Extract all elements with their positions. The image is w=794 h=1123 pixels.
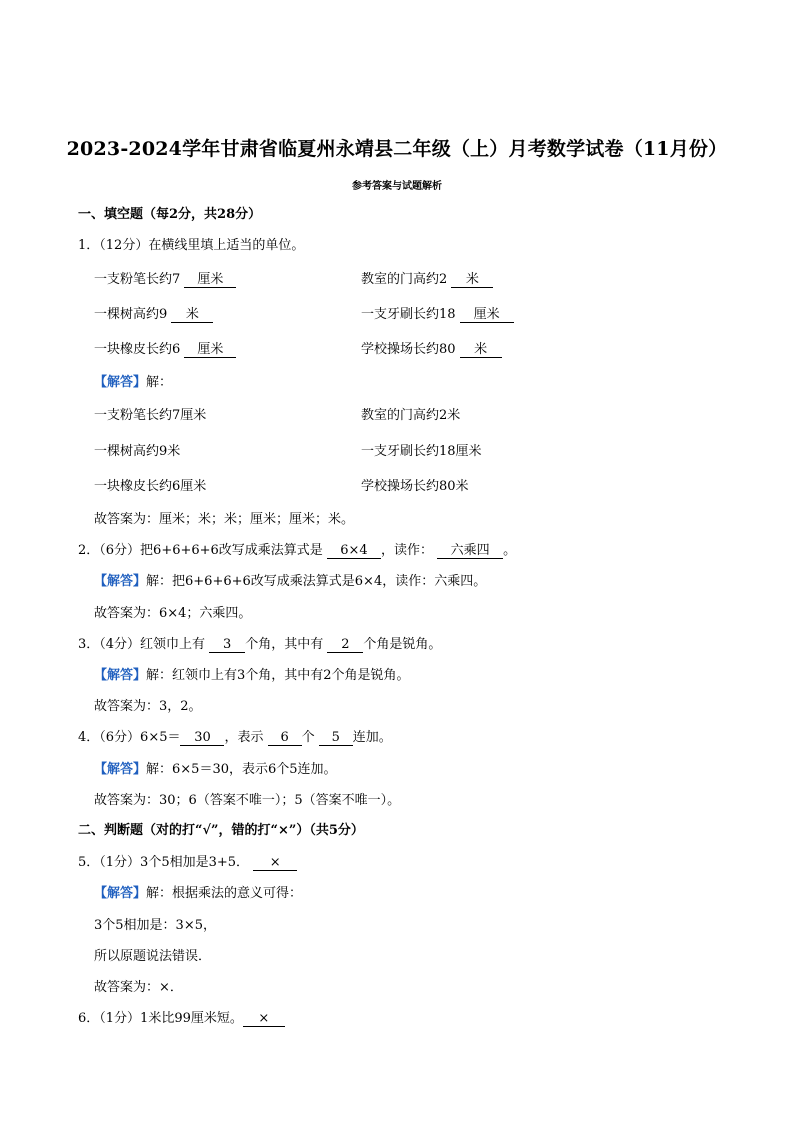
- q1-item-5-answer: 厘米: [184, 342, 236, 358]
- q1-solution-line-1: 一支粉笔长约7厘米: [94, 408, 207, 423]
- q1-item-4-answer: 厘米: [460, 307, 514, 323]
- q2-answer-2: 六乘四: [437, 543, 503, 559]
- q6-text-1: 6．（1分）1米比99厘米短。: [78, 1011, 243, 1026]
- q4-text-1: 4．（6分）6×5＝: [78, 730, 181, 745]
- q1-solution-line-2: 教室的门高约2米: [361, 408, 461, 423]
- question-1-stem: 1．（12分）在横线里填上适当的单位。: [78, 238, 305, 253]
- page-title: 2023-2024学年甘肃省临夏州永靖县二年级（上）月考数学试卷（11月份）: [66, 138, 728, 160]
- section-true-false-title: 二、判断题（对的打“√”，错的打“×”）（共5分）: [78, 823, 364, 838]
- q1-item-2-text: 教室的门高约2: [361, 272, 448, 287]
- q4-text-2: ，表示: [224, 730, 264, 745]
- question-3-stem: [78, 636, 441, 654]
- page-subtitle: 参考答案与试题解析: [352, 181, 442, 192]
- q5-solution-line-3: 所以原题说法错误．: [94, 949, 212, 964]
- q3-answer-1: 3: [209, 637, 245, 653]
- q2-text-2: ，读作：: [380, 543, 433, 558]
- q4-solution-text: 解：6×5＝30，表示6个5连加。: [146, 762, 337, 777]
- q5-answer-1: ×: [253, 855, 297, 871]
- q3-final-answer: 故答案为：3，2。: [94, 699, 202, 714]
- q2-answer-1: 6×4: [327, 543, 381, 559]
- q1-item-2: [361, 271, 493, 289]
- q1-item-6-text: 学校操场长约80: [361, 342, 456, 357]
- q1-item-1: [94, 271, 236, 289]
- q5-final-answer: 故答案为：×．: [94, 980, 183, 995]
- q4-text-3: 个: [301, 730, 315, 745]
- q3-text-3: 个角是锐角。: [363, 637, 442, 652]
- q6-answer-1: ×: [243, 1011, 285, 1027]
- q1-final-answer: 故答案为：厘米；米；米；厘米；厘米；米。: [94, 512, 355, 527]
- q1-solution-line-5: 一块橡皮长约6厘米: [94, 479, 207, 494]
- q2-text-3: 。: [503, 543, 517, 558]
- q1-solution-lead: 解：: [146, 375, 173, 390]
- q5-text-1: 5．（1分）3个5相加是3+5．: [78, 855, 250, 870]
- q5-solution-line-2: 3个5相加是：3×5，: [94, 918, 216, 933]
- q3-solution-text: 解：红领巾上有3个角，其中有2个角是锐角。: [146, 668, 410, 683]
- q1-solution-tag: 【解答】: [94, 375, 147, 390]
- q5-solution-tag: 【解答】: [94, 886, 147, 901]
- question-2-stem: [78, 542, 516, 560]
- q4-answer-3: 5: [319, 730, 353, 746]
- q2-solution: [94, 573, 486, 591]
- q1-item-6-answer: 米: [460, 342, 502, 358]
- q1-item-3-answer: 米: [171, 307, 213, 323]
- question-6-stem: [78, 1010, 285, 1028]
- q1-item-5-text: 一块橡皮长约6: [94, 342, 181, 357]
- q3-text-1: 3．（4分）红领巾上有: [78, 637, 206, 652]
- q1-item-1-answer: 厘米: [184, 272, 236, 288]
- q1-item-4-text: 一支牙刷长约18: [361, 307, 456, 322]
- q2-solution-tag: 【解答】: [94, 574, 147, 589]
- q4-solution-tag: 【解答】: [94, 762, 147, 777]
- q1-solution-line-4: 一支牙刷长约18厘米: [361, 444, 482, 459]
- q1-item-5: [94, 341, 236, 359]
- q5-solution-text: 解：根据乘法的意义可得：: [146, 886, 303, 901]
- question-4-stem: [78, 729, 392, 747]
- q1-item-2-answer: 米: [451, 272, 493, 288]
- q1-item-6: [361, 341, 502, 359]
- q3-answer-2: 2: [327, 637, 363, 653]
- q3-solution-tag: 【解答】: [94, 668, 147, 683]
- q1-solution-header: [94, 374, 172, 392]
- section-fill-in-title: 一、填空题（每2分，共28分）: [78, 207, 262, 222]
- q4-answer-2: 6: [268, 730, 302, 746]
- q4-solution: [94, 761, 337, 779]
- q1-item-1-text: 一支粉笔长约7: [94, 272, 181, 287]
- question-5-stem: [78, 854, 297, 872]
- q3-solution: [94, 667, 410, 685]
- q5-solution: [94, 885, 302, 903]
- q4-answer-1: 30: [180, 730, 224, 746]
- q1-solution-line-6: 学校操场长约80米: [361, 479, 469, 494]
- q1-solution-line-3: 一棵树高约9米: [94, 444, 181, 459]
- q1-item-3: [94, 306, 213, 324]
- q4-final-answer: 故答案为：30；6（答案不唯一）；5（答案不唯一）。: [94, 793, 401, 808]
- q2-final-answer: 故答案为：6×4；六乘四。: [94, 606, 252, 621]
- q1-item-4: [361, 306, 514, 324]
- q3-text-2: 个角，其中有: [245, 637, 324, 652]
- q2-text-1: 2．（6分）把6+6+6+6改写成乘法算式是: [78, 543, 323, 558]
- q2-solution-text: 解：把6+6+6+6改写成乘法算式是6×4，读作：六乘四。: [146, 574, 487, 589]
- q1-item-3-text: 一棵树高约9: [94, 307, 168, 322]
- q4-text-4: 连加。: [352, 730, 392, 745]
